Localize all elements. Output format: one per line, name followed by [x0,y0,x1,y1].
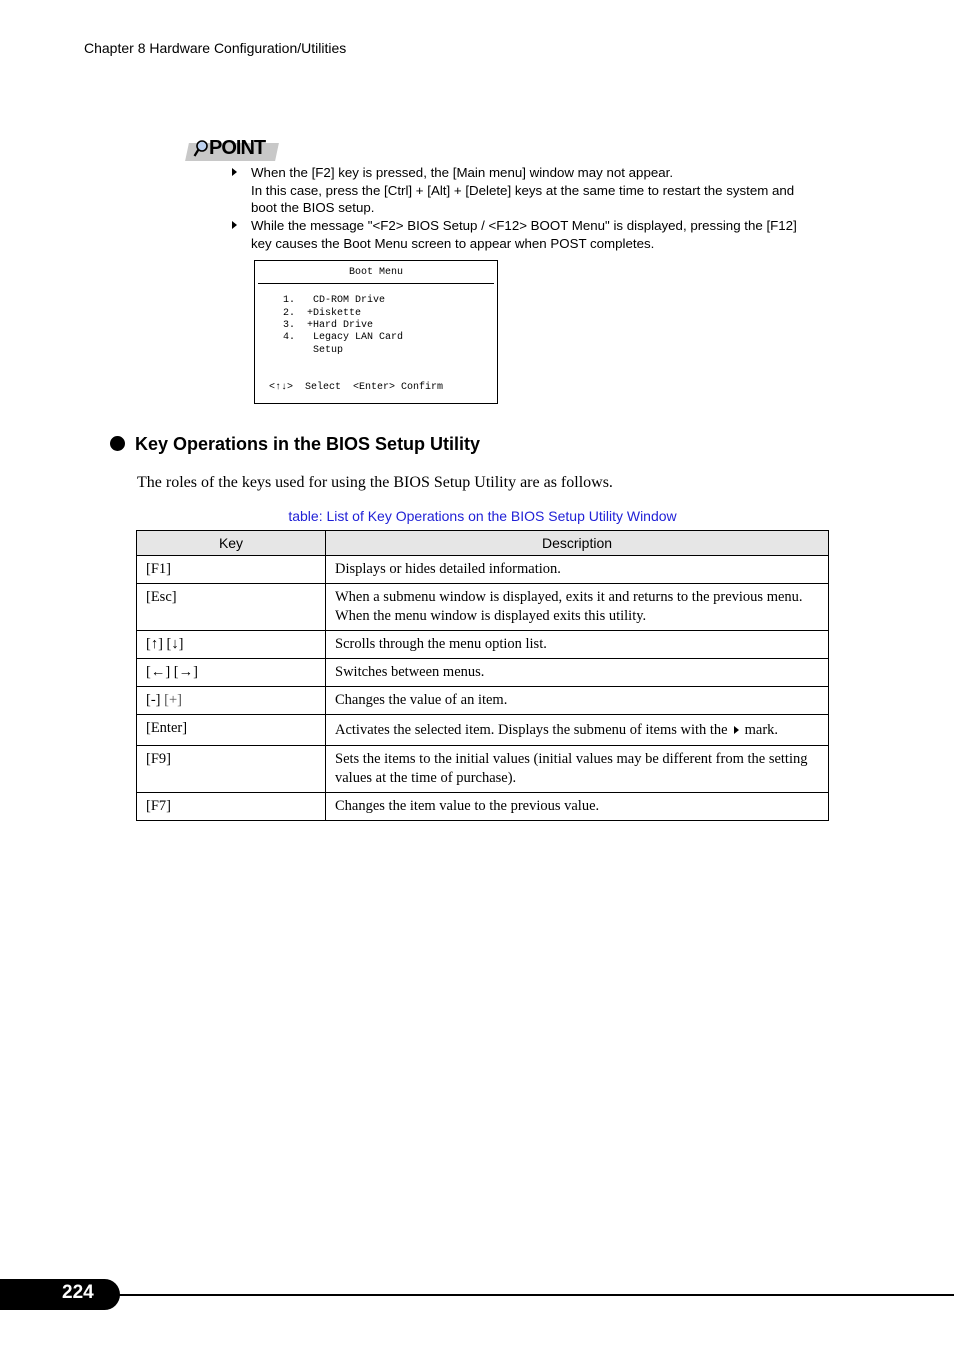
table-row [137,746,829,793]
point-logo [187,137,279,163]
heading-bullet-icon [110,436,125,451]
table-row [137,687,829,715]
table-caption: table: List of Key Operations on the BIOS Setup Utility Window [288,508,677,524]
table-row [137,715,829,746]
description-cell: Changes the item value to the previous value. [326,793,829,821]
point-text-line: While the message "<F2> BIOS Setup / <F12> BOOT Menu" is displayed, pressing the [F12] [251,218,797,233]
key-cell: [Enter] [137,715,326,746]
table-row [137,793,829,821]
key-operations-table [136,530,829,821]
table-row [137,659,829,687]
table-row [137,631,829,659]
footer-rule [110,1294,954,1296]
description-text: Activates the selected item. Displays the submenu of items with the [335,721,728,738]
section-heading-text: Key Operations in the BIOS Setup Utility [135,434,481,454]
description-cell: Scrolls through the menu option list. [326,631,829,659]
submenu-arrow-icon [734,726,739,734]
description-cell: Switches between menus. [326,659,829,687]
chapter-header: Chapter 8 Hardware Configuration/Utilities [84,40,347,56]
boot-menu-screen [254,260,498,404]
key-cell: [F7] [137,793,326,821]
description-text: mark. [744,721,779,738]
point-text-line: In this case, press the [Ctrl] + [Alt] + [Delete] keys at the same time to restart the system and [251,182,795,198]
description-cell [326,584,829,631]
key-cell: [F1] [137,556,326,584]
boot-menu-item: Setup [283,345,344,356]
boot-menu-item: 1. CD-ROM Drive [283,295,386,306]
key-cell [137,687,326,715]
key-minus: [-] [146,692,161,708]
point-logo-text: POINT [209,137,266,159]
point-item [232,164,832,217]
bullet-arrow-icon [232,168,237,176]
point-item [232,217,832,252]
key-cell: [F9] [137,746,326,793]
bullet-arrow-icon [232,221,237,229]
boot-menu-title: Boot Menu [348,267,403,278]
key-cell: [←] [→] [137,659,326,687]
page-number: 224 [62,1282,94,1303]
description-line: values at the time of purchase). [335,770,517,786]
boot-menu-divider [258,283,494,284]
point-text-line: boot the BIOS setup. [251,200,375,215]
description-line: When the menu window is displayed exits this utility. [335,608,647,624]
description-cell: Displays or hides detailed information. [326,556,829,584]
key-cell: [↑] [↓] [137,631,326,659]
boot-menu-footer: <↑↓> Select <Enter> Confirm [269,382,444,393]
page-number-tab [0,1279,120,1310]
key-plus: [+] [164,692,182,708]
boot-menu-item: 2. +Diskette [283,308,362,319]
description-cell: Changes the value of an item. [326,687,829,715]
description-line: Sets the items to the initial values (initial values may be different from the setting [335,751,808,767]
section-heading [110,434,480,455]
boot-menu-item: 3. +Hard Drive [283,320,374,331]
description-cell [326,746,829,793]
table-header-row [137,531,829,556]
description-cell [326,715,829,746]
intro-paragraph: The roles of the keys used for using the BIOS Setup Utility are as follows. [137,474,613,491]
boot-menu-item: 4. Legacy LAN Card [283,332,404,343]
magnifier-icon [193,139,209,159]
table-row [137,584,829,631]
column-header-key: Key [137,531,326,556]
key-cell: [Esc] [137,584,326,631]
description-line: When a submenu window is displayed, exits it and returns to the previous menu. [335,589,803,605]
point-text-line: key causes the Boot Menu screen to appear when POST completes. [251,235,655,251]
point-text-line: When the [F2] key is pressed, the [Main menu] window may not appear. [251,165,674,180]
table-row [137,556,829,584]
column-header-description: Description [326,531,829,556]
